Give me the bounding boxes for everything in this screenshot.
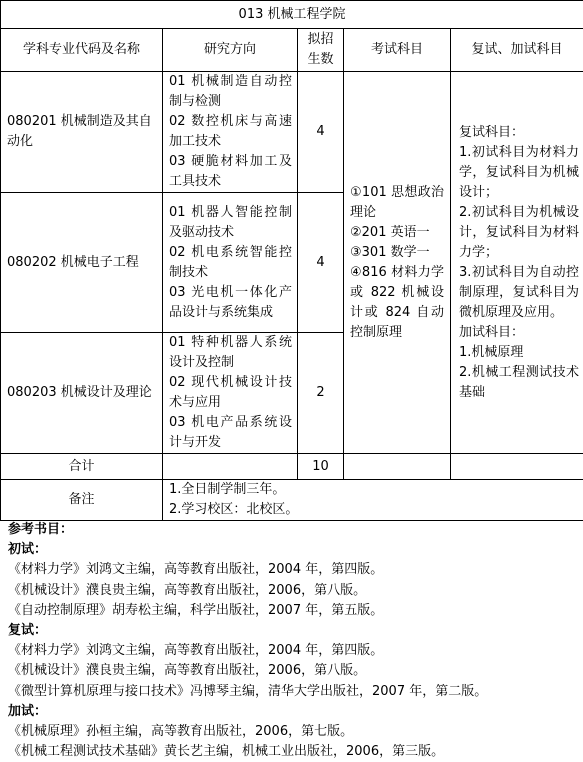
direction-item: 02 数控机床与高速加工技术 bbox=[169, 112, 292, 152]
header-enroll-count bbox=[298, 29, 344, 72]
retest-item: 1.初试科目为材料力学，复试科目为机械设计； bbox=[459, 143, 579, 203]
direction-item: 02 现代机械设计技术与应用 bbox=[169, 373, 292, 413]
major-name: 080201 机械制造及其自动化 bbox=[1, 72, 163, 193]
total-empty-cell bbox=[451, 454, 583, 480]
major-directions bbox=[163, 333, 298, 454]
note-item: 2.学习校区：北校区。 bbox=[169, 500, 579, 520]
enroll-count: 4 bbox=[298, 72, 344, 193]
notes-content bbox=[163, 480, 583, 521]
direction-item: 01 机器人智能控制及驱动技术 bbox=[169, 203, 292, 243]
department-title: 013 机械工程学院 bbox=[1, 1, 583, 29]
retest-item: 3.初试科目为自动控制原理，复试科目为微机原理及应用。 bbox=[459, 263, 579, 323]
note-item: 1.全日制学制三年。 bbox=[169, 480, 579, 500]
book-item: 《机械设计》濮良贵主编，高等教育出版社，2006，第八版。 bbox=[8, 581, 583, 601]
extra-title: 加试科目： bbox=[459, 323, 579, 343]
total-empty-cell bbox=[163, 454, 298, 480]
retest-title: 复试科目： bbox=[459, 123, 579, 143]
section-heading: 加试： bbox=[8, 702, 583, 722]
direction-item: 01 机械制造自动控制与检测 bbox=[169, 72, 292, 112]
header-enroll-line1: 拟招 bbox=[298, 30, 343, 50]
direction-item: 03 机电产品系统设计与开发 bbox=[169, 413, 292, 453]
retest-subjects bbox=[451, 72, 583, 454]
header-exam-subjects: 考试科目 bbox=[344, 29, 451, 72]
notes-label: 备注 bbox=[1, 480, 163, 521]
reference-books bbox=[0, 520, 583, 762]
exam-subject-item: ①101 思想政治理论 bbox=[350, 183, 444, 223]
exam-subject-item: ②201 英语一 bbox=[350, 223, 444, 243]
book-item: 《材料力学》刘鸿文主编，高等教育出版社，2004 年，第四版。 bbox=[8, 560, 583, 580]
total-label: 合计 bbox=[1, 454, 163, 480]
header-major: 学科专业代码及名称 bbox=[1, 29, 163, 72]
retest-item: 2.初试科目为机械设计，复试科目为材料力学； bbox=[459, 203, 579, 263]
enroll-count: 4 bbox=[298, 193, 344, 333]
header-retest-subjects: 复试、加试科目 bbox=[451, 29, 583, 72]
book-item: 《机械设计》濮良贵主编，高等教育出版社，2006，第八版。 bbox=[8, 661, 583, 681]
major-name: 080202 机械电子工程 bbox=[1, 193, 163, 333]
direction-item: 01 特种机器人系统设计及控制 bbox=[169, 333, 292, 373]
book-item: 《自动控制原理》胡寿松主编，科学出版社，2007 年，第五版。 bbox=[8, 601, 583, 621]
total-empty-cell bbox=[344, 454, 451, 480]
book-item: 《微型计算机原理与接口技术》冯博琴主编，清华大学出版社，2007 年，第二版。 bbox=[8, 682, 583, 702]
major-name: 080203 机械设计及理论 bbox=[1, 333, 163, 454]
major-directions bbox=[163, 193, 298, 333]
major-directions bbox=[163, 72, 298, 193]
book-item: 《机械工程测试技术基础》黄长艺主编，机械工业出版社，2006，第三版。 bbox=[8, 742, 583, 762]
section-heading: 复试： bbox=[8, 621, 583, 641]
direction-item: 03 光电机一体化产品设计与系统集成 bbox=[169, 283, 292, 323]
exam-subject-item: ④816 材料力学或 822 机械设计或 824 自动控制原理 bbox=[350, 263, 444, 343]
header-direction: 研究方向 bbox=[163, 29, 298, 72]
direction-item: 02 机电系统智能控制技术 bbox=[169, 243, 292, 283]
book-item: 《机械原理》孙桓主编，高等教育出版社，2006，第七版。 bbox=[8, 722, 583, 742]
book-item: 《材料力学》刘鸿文主编，高等教育出版社，2004 年，第四版。 bbox=[8, 641, 583, 661]
exam-subjects bbox=[344, 72, 451, 454]
exam-subject-item: ③301 数学一 bbox=[350, 243, 444, 263]
enroll-count: 2 bbox=[298, 333, 344, 454]
direction-item: 03 硬脆材料加工及工具技术 bbox=[169, 152, 292, 192]
extra-item: 1.机械原理 bbox=[459, 343, 579, 363]
section-heading: 初试： bbox=[8, 540, 583, 560]
extra-item: 2.机械工程测试技术基础 bbox=[459, 363, 579, 403]
total-count: 10 bbox=[298, 454, 344, 480]
header-enroll-line2: 生数 bbox=[298, 50, 343, 70]
references-title: 参考书目： bbox=[8, 520, 583, 540]
